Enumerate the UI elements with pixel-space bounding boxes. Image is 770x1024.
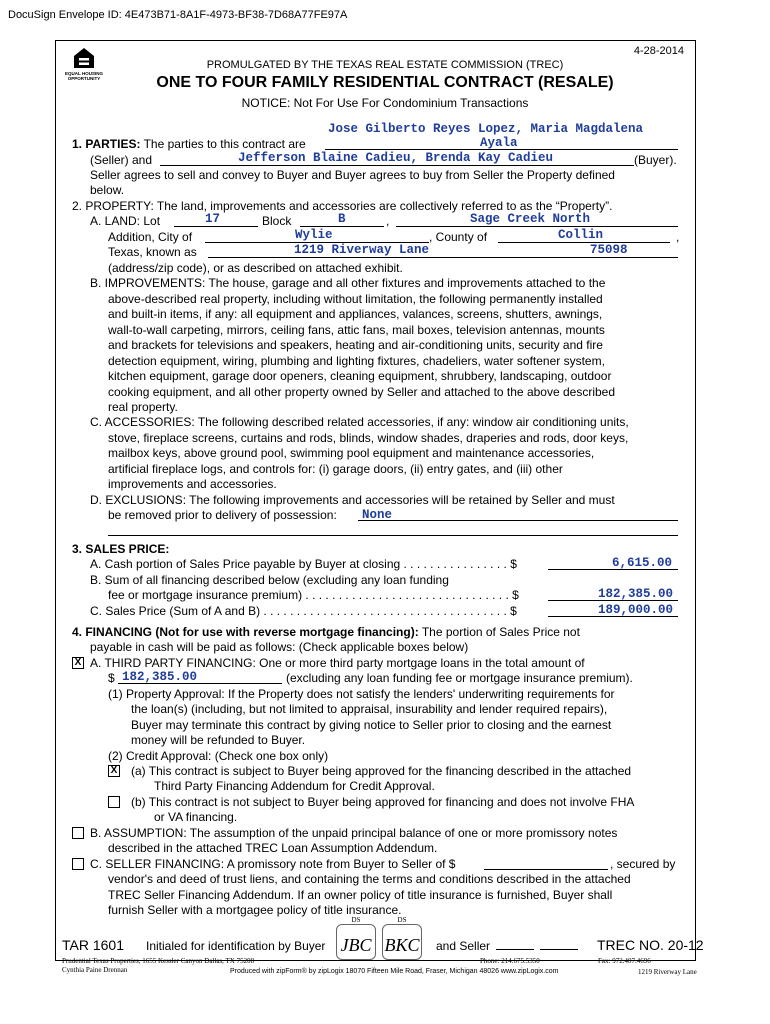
sales-b: B. Sum of all financing described below (excluding any loan funding: [90, 573, 449, 587]
seller-financing-4: furnish Seller with a mortgagee policy of title insurance.: [108, 903, 402, 917]
buyer-name-fill: Jefferson Blaine Cadieu, Brenda Kay Cadieu: [238, 151, 554, 165]
accessories-1: C. ACCESSORIES: The following described related accessories, if any: window air conditioning units,: [90, 415, 629, 429]
improvements-5: and brackets for televisions and speakers, heating and air-conditioning units, security and fire: [108, 338, 603, 352]
block-fill: B: [338, 212, 346, 226]
sales-price-heading: 3. SALES PRICE:: [72, 542, 170, 556]
third-party-1: A. THIRD PARTY FINANCING: One or more third party mortgage loans in the total amount of: [90, 656, 585, 670]
credit-b-2: or VA financing.: [154, 810, 238, 824]
sales-b-2: fee or mortgage insurance premium) . . . . . . . . . . . . . . . . . . . . . . . . . . . . . . . $: [108, 588, 519, 602]
approval-4: money will be refunded to Buyer.: [131, 733, 306, 747]
approval-2: the loan(s) (including, but not limited to appraisal, insurability and lender required repairs),: [131, 702, 608, 716]
city-label: Addition, City of: [108, 230, 193, 244]
credit-approval: (2) Credit Approval: (Check one box only): [108, 749, 329, 763]
land-lot-label: A. LAND: Lot: [90, 214, 161, 228]
sales-c: C. Sales Price (Sum of A and B) . . . . . . . . . . . . . . . . . . . . . . . . . . . . . . . . . . . . . $: [90, 604, 517, 618]
initialed-label: Initialed for identification by Buyer: [146, 939, 326, 953]
line-seller-agrees: Seller agrees to sell and convey to Buyer and Buyer agrees to buy from Seller the Property defined: [90, 168, 615, 182]
approval-3: Buyer may terminate this contract by giving notice to Seller prior to closing and the earnest: [131, 718, 612, 732]
parties-label: 1. PARTIES: The parties to this contract are: [72, 137, 306, 151]
broker-info: Prudential Texas Properties, 1655 Kessler Canyon Dallas, TX 75208: [62, 957, 255, 965]
approval-1: (1) Property Approval: If the Property does not satisfy the lenders' underwriting requirements for: [108, 687, 615, 701]
known-as-label: Texas, known as: [108, 245, 197, 259]
assumption-checkbox[interactable]: [72, 827, 84, 839]
financing-intro: payable in cash will be paid as follows: (Check applicable boxes below): [90, 640, 469, 654]
improvements-9: real property.: [108, 400, 178, 414]
financing-heading: 4. FINANCING (Not for use with reverse mortgage financing): The portion of Sales Price not: [72, 625, 580, 639]
improvements-1: B. IMPROVEMENTS: The house, garage and all other fixtures and improvements attached to the: [90, 276, 606, 290]
improvements-2: above-described real property, including without limitation, the following permanently installed: [108, 292, 603, 306]
property-address-footer: 1219 Riverway Lane: [638, 968, 697, 976]
improvements-7: kitchen equipment, garage door openers, cleaning equipment, shrubbery, landscaping, outdoor: [108, 369, 612, 383]
promulgated-by: PROMULGATED BY THE TEXAS REAL ESTATE COMMISSION (TREC): [206, 59, 564, 71]
and-seller-label: and Seller: [436, 939, 491, 953]
notice: NOTICE: Not For Use For Condominium Transactions: [241, 96, 529, 110]
zip-fill: 75098: [590, 243, 628, 257]
seller-initial-1[interactable]: [496, 936, 534, 950]
comma: ,: [386, 214, 390, 228]
buyer-initial-1-text: JBC: [340, 935, 372, 955]
envelope-id: DocuSign Envelope ID: 4E473B71-8A1F-4973-BF38-7D68A77FE97A: [8, 9, 348, 21]
seller-financing-checkbox[interactable]: [72, 858, 84, 870]
buyer-initial-2-text: BKC: [384, 935, 420, 955]
seller-financing-3: TREC Seller Financing Addendum. If an owner policy of title insurance is furnished, Buyer shall: [108, 888, 613, 902]
buyer-initial-2[interactable]: [382, 916, 422, 960]
seller-name-fill-2: Ayala: [480, 136, 518, 150]
credit-a-1: (a) This contract is subject to Buyer being approved for the financing described in the attached: [131, 764, 632, 778]
ds-label-2: DS: [397, 916, 407, 924]
sales-a: A. Cash portion of Sales Price payable by Buyer at closing . . . . . . . . . . . . . . . . $: [90, 557, 517, 571]
seller-financing-1: C. SELLER FINANCING: A promissory note from Buyer to Seller of $: [90, 857, 456, 871]
address-note: (address/zip code), or as described on attached exhibit.: [108, 261, 403, 275]
lot-fill: 17: [205, 212, 221, 226]
sales-price-fill: 189,000.00: [598, 603, 674, 617]
seller-financing-line[interactable]: [484, 856, 608, 870]
accessories-2: stove, fireplace screens, curtains and rods, blinds, window shades, draperies and rods, door keys,: [108, 431, 629, 445]
exclusions-2: be removed prior to delivery of possession:: [108, 508, 337, 522]
page-title: ONE TO FOUR FAMILY RESIDENTIAL CONTRACT (RESALE): [156, 74, 614, 91]
city-fill: Wylie: [295, 228, 333, 242]
assumption-2: described in the attached TREC Loan Assumption Addendum.: [108, 841, 438, 855]
improvements-3: and built-in items, if any: all equipment and appliances, valances, screens, shutters, awnings,: [108, 307, 603, 321]
credit-a-checkbox[interactable]: X: [108, 765, 120, 777]
comma-2: ,: [676, 230, 680, 244]
property-heading: 2. PROPERTY: The land, improvements and accessories are collectively referred to as the “Property”.: [72, 199, 613, 213]
form-number: TAR 1601: [62, 937, 124, 953]
improvements-6: detection equipment, wiring, plumbing and lighting fixtures, chadeliers, water softener system,: [108, 354, 605, 368]
cash-fill: 6,615.00: [612, 556, 673, 570]
seller-and: (Seller) and: [90, 153, 153, 167]
accessories-5: improvements and accessories.: [108, 477, 277, 491]
ds-label: DS: [351, 916, 361, 924]
agent-name: Cynthia Paine Drennan: [62, 966, 128, 974]
logo-text: EQUAL HOUSING OPPORTUNITY: [65, 71, 103, 81]
produced-by: Produced with zipForm® by zipLogix 18070 Fifteen Mile Road, Fraser, Michigan 48026 www.zipLogix.com: [230, 968, 559, 975]
credit-a-2: Third Party Financing Addendum for Credit Approval.: [154, 779, 435, 793]
seller-financing-2: vendor's and deed of trust liens, and containing the terms and conditions described in the attached: [108, 872, 631, 886]
exclusions-line-2[interactable]: [108, 522, 678, 536]
accessories-3: mailbox keys, above ground pool, swimming pool equipment and maintenance accessories,: [108, 446, 595, 460]
buyer-initial-1[interactable]: [336, 916, 376, 960]
county-label: , County of: [429, 230, 488, 244]
exclusions-fill: None: [362, 508, 393, 522]
seller-name-fill: Jose Gilberto Reyes Lopez, Maria Magdalena: [328, 122, 644, 136]
accessories-4: artificial fireplace logs, and controls for: (i) garage doors, (ii) entry gates, and (iii) other: [108, 462, 563, 476]
third-party-2: (excluding any loan funding fee or mortgage insurance premium).: [286, 671, 633, 685]
third-party-checkbox[interactable]: X: [72, 657, 84, 669]
improvements-8: cooking equipment, and all other property owned by Seller and attached to the above described: [108, 385, 615, 399]
third-party-fill: 182,385.00: [122, 670, 198, 684]
seller-initial-2[interactable]: [540, 936, 578, 950]
improvements-4: wall-to-wall carpeting, mirrors, ceiling fans, attic fans, mail boxes, television antennas, mounts: [108, 323, 605, 337]
phone: Phone: 214.675.5350: [480, 957, 540, 965]
buyer-label: (Buyer).: [634, 153, 677, 167]
subdivision-fill: Sage Creek North: [470, 212, 591, 226]
form-date: 4-28-2014: [633, 45, 684, 57]
block-label: Block: [262, 214, 292, 228]
assumption-1: B. ASSUMPTION: The assumption of the unpaid principal balance of one or more promissory notes: [90, 826, 618, 840]
address-fill: 1219 Riverway Lane: [294, 243, 430, 257]
fax: Fax: 972.407.4696: [598, 957, 651, 965]
trec-number: TREC NO. 20-12: [597, 937, 704, 953]
exclusions-line[interactable]: [358, 507, 678, 521]
line-below: below.: [90, 183, 125, 197]
credit-b-checkbox[interactable]: [108, 796, 120, 808]
exclusions-1: D. EXCLUSIONS: The following improvements and accessories will be retained by Seller and must: [90, 493, 615, 507]
dollar-sign: $: [108, 671, 115, 685]
credit-b-1: (b) This contract is not subject to Buyer being approved for financing and does not involve FHA: [131, 795, 635, 809]
seller-financing-secured: , secured by: [610, 857, 676, 871]
financing-fill: 182,385.00: [598, 587, 674, 601]
county-fill: Collin: [558, 228, 604, 242]
